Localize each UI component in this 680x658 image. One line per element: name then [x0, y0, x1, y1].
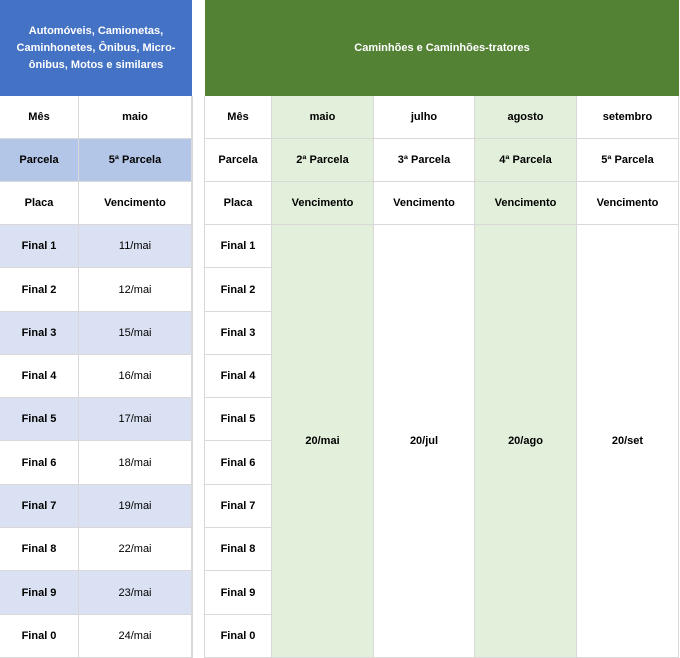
cars-parcela-label: Parcela	[0, 139, 79, 182]
trucks-table	[205, 0, 679, 658]
cars-row-vencimento: 22/mai	[79, 528, 192, 571]
trucks-col-vencimento: 20/mai	[272, 225, 374, 658]
trucks-col-vencimento-label: Vencimento	[272, 182, 374, 225]
cars-row-placa: Final 0	[0, 615, 79, 658]
trucks-col-parcela: 4ª Parcela	[475, 139, 577, 182]
trucks-row-placa: Final 1	[205, 225, 272, 268]
trucks-col-parcela: 2ª Parcela	[272, 139, 374, 182]
trucks-col-month: julho	[374, 96, 475, 139]
cars-table-header: Automóveis, Camionetas, Caminhonetes, Ônibus, Micro-ônibus, Motos e similares	[0, 0, 192, 96]
trucks-col-month: agosto	[475, 96, 577, 139]
cars-row-vencimento: 19/mai	[79, 485, 192, 528]
cars-row-placa: Final 2	[0, 268, 79, 312]
trucks-col-vencimento: 20/jul	[374, 225, 475, 658]
trucks-col-vencimento-label: Vencimento	[374, 182, 475, 225]
trucks-row-placa: Final 4	[205, 355, 272, 398]
trucks-col-month: maio	[272, 96, 374, 139]
trucks-row-placa: Final 3	[205, 312, 272, 355]
trucks-parcela-label: Parcela	[205, 139, 272, 182]
gap-column	[192, 96, 205, 658]
cars-row-placa: Final 6	[0, 441, 79, 485]
trucks-col-parcela: 3ª Parcela	[374, 139, 475, 182]
cars-row-vencimento: 11/mai	[79, 225, 192, 268]
trucks-row-placa: Final 2	[205, 268, 272, 312]
cars-row-vencimento: 17/mai	[79, 398, 192, 441]
trucks-col-vencimento-label: Vencimento	[475, 182, 577, 225]
cars-row-vencimento: 15/mai	[79, 312, 192, 355]
cars-row-vencimento: 16/mai	[79, 355, 192, 398]
trucks-row-placa: Final 7	[205, 485, 272, 528]
cars-table	[0, 0, 192, 658]
trucks-table-header: Caminhões e Caminhões-tratores	[205, 0, 679, 96]
cars-row-placa: Final 8	[0, 528, 79, 571]
cars-month-label: Mês	[0, 96, 79, 139]
trucks-row-placa: Final 6	[205, 441, 272, 485]
cars-vencimento-label: Vencimento	[79, 182, 192, 225]
trucks-col-vencimento: 20/set	[577, 225, 679, 658]
cars-row-placa: Final 4	[0, 355, 79, 398]
cars-row-placa: Final 1	[0, 225, 79, 268]
cars-row-vencimento: 12/mai	[79, 268, 192, 312]
cars-placa-label: Placa	[0, 182, 79, 225]
table-gap	[192, 0, 205, 658]
cars-parcela-value: 5ª Parcela	[79, 139, 192, 182]
trucks-row-placa: Final 5	[205, 398, 272, 441]
cars-row-placa: Final 5	[0, 398, 79, 441]
trucks-row-placa: Final 8	[205, 528, 272, 571]
trucks-col-vencimento-label: Vencimento	[577, 182, 679, 225]
trucks-row-placa: Final 9	[205, 571, 272, 615]
cars-row-vencimento: 18/mai	[79, 441, 192, 485]
trucks-col-parcela: 5ª Parcela	[577, 139, 679, 182]
cars-month-value: maio	[79, 96, 192, 139]
trucks-row-placa: Final 0	[205, 615, 272, 658]
cars-row-placa: Final 9	[0, 571, 79, 615]
trucks-month-label: Mês	[205, 96, 272, 139]
cars-row-placa: Final 7	[0, 485, 79, 528]
trucks-col-vencimento: 20/ago	[475, 225, 577, 658]
trucks-col-month: setembro	[577, 96, 679, 139]
cars-row-vencimento: 23/mai	[79, 571, 192, 615]
cars-row-placa: Final 3	[0, 312, 79, 355]
trucks-placa-label: Placa	[205, 182, 272, 225]
cars-row-vencimento: 24/mai	[79, 615, 192, 658]
